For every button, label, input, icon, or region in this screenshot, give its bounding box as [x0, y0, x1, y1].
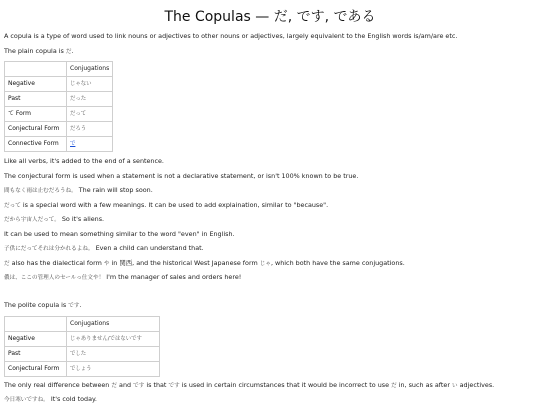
plain-copula-intro	[4, 46, 536, 57]
example-jp: 間もなく雨は止むだろうね。	[4, 188, 77, 194]
example-en: The rain will stop soon.	[78, 186, 153, 194]
inline-text: is used in certain circumstances that it would be incorrect to use	[179, 381, 392, 389]
inline-text: and	[117, 381, 134, 389]
table-row	[5, 122, 113, 137]
page-title: The Copulas — だ, です, である	[164, 9, 376, 25]
inline-text: in, such as after	[396, 381, 452, 389]
inline-text: , which both have the same conjugations.	[270, 259, 405, 267]
paragraph-5	[4, 214, 536, 225]
row-value	[67, 137, 113, 152]
plain-intro-prefix: The plain copula is	[4, 47, 66, 55]
plain-intro-suffix: .	[71, 47, 74, 55]
empty-header-cell	[5, 317, 67, 332]
term-explanation: is a special word with a few meanings. It can be used to add explaination, similar to "because".	[20, 201, 329, 209]
paragraph-4	[4, 200, 536, 211]
last-example	[4, 394, 536, 405]
table-row	[5, 92, 113, 107]
inline-jp: だ	[391, 383, 397, 389]
example-jp: 子供にだってそれは分かれるよね。	[4, 246, 94, 252]
example-jp: 今日寒いですね。	[4, 397, 49, 403]
paragraph-8	[4, 258, 536, 269]
table-row	[5, 362, 160, 377]
example-en: So it's aliens.	[61, 215, 105, 223]
row-label: て Form	[5, 107, 67, 122]
inline-jp: や	[103, 261, 110, 267]
inline-text: adjectives.	[457, 381, 495, 389]
inline-jp: です	[133, 383, 145, 389]
polite-copula-intro	[4, 300, 536, 311]
paragraph-7	[4, 243, 536, 254]
polite-intro-word: です	[68, 303, 80, 309]
row-label: Past	[5, 347, 67, 362]
conjugations-header: Conjugations	[67, 62, 113, 77]
row-label: Negative	[5, 77, 67, 92]
row-value: だった	[67, 92, 113, 107]
table-row	[5, 107, 113, 122]
inline-text: also has the dialectical form	[9, 259, 104, 267]
paragraph-3	[4, 185, 536, 196]
polite-intro-suffix: .	[79, 301, 82, 309]
inline-jp: だ	[4, 261, 10, 267]
row-label: Negative	[5, 332, 67, 347]
row-value: じゃない	[67, 77, 113, 92]
example-jp: 儂は、ここの管理人のセールっ仕文や！	[4, 275, 105, 281]
paragraph-6: It can be used to mean something similar to the word "even" in English.	[4, 230, 235, 238]
table-row	[5, 347, 160, 362]
plain-intro-word: だ	[65, 49, 72, 55]
paragraph-1: Like all verbs, it's added to the end of a sentence.	[4, 157, 164, 165]
conjugations-header: Conjugations	[67, 317, 160, 332]
row-value: だって	[67, 107, 113, 122]
table-header-row	[5, 317, 160, 332]
row-value: だろう	[67, 122, 113, 137]
row-label: Past	[5, 92, 67, 107]
row-label: Conjectural Form	[5, 122, 67, 137]
row-value: じゃありません/ではないです	[67, 332, 160, 347]
connective-form-link[interactable]: で	[70, 141, 76, 147]
inline-text: is that	[144, 381, 169, 389]
paragraph-9	[4, 272, 536, 283]
example-en: I'm the manager of sales and orders here!	[106, 273, 242, 281]
term-jp: だって	[4, 203, 21, 209]
inline-jp: じゃ	[259, 261, 271, 267]
difference-paragraph	[4, 380, 536, 391]
table-row	[5, 137, 113, 152]
row-label: Conjectural Form	[5, 362, 67, 377]
inline-text: in 関西, and the historical West Japanese form	[109, 259, 260, 267]
inline-jp: です	[168, 383, 180, 389]
table-header-row	[5, 62, 113, 77]
polite-conjugation-table	[4, 316, 160, 377]
row-value: でした	[67, 347, 160, 362]
row-label: Connective Form	[5, 137, 67, 152]
example-en: Even a child can understand that.	[95, 244, 204, 252]
paragraph-2: The conjectural form is used when a statement is not a declarative statement, or isn't 100% known to be true.	[4, 172, 359, 180]
plain-conjugation-table	[4, 61, 113, 152]
inline-text: The only real difference between	[4, 381, 112, 389]
row-value: でしょう	[67, 362, 160, 377]
table-row	[5, 77, 113, 92]
inline-jp: い	[452, 383, 458, 389]
inline-jp: だ	[111, 383, 117, 389]
table-row	[5, 332, 160, 347]
example-en: It's cold today.	[50, 395, 97, 403]
empty-header-cell	[5, 62, 67, 77]
example-jp: だから宇宙人だって。	[4, 217, 60, 223]
intro-paragraph: A copula is a type of word used to link nouns or adjectives to other nouns or adjectives, largely equivalent to the English words is/am/are etc.	[4, 32, 458, 40]
polite-intro-prefix: The polite copula is	[4, 301, 69, 309]
